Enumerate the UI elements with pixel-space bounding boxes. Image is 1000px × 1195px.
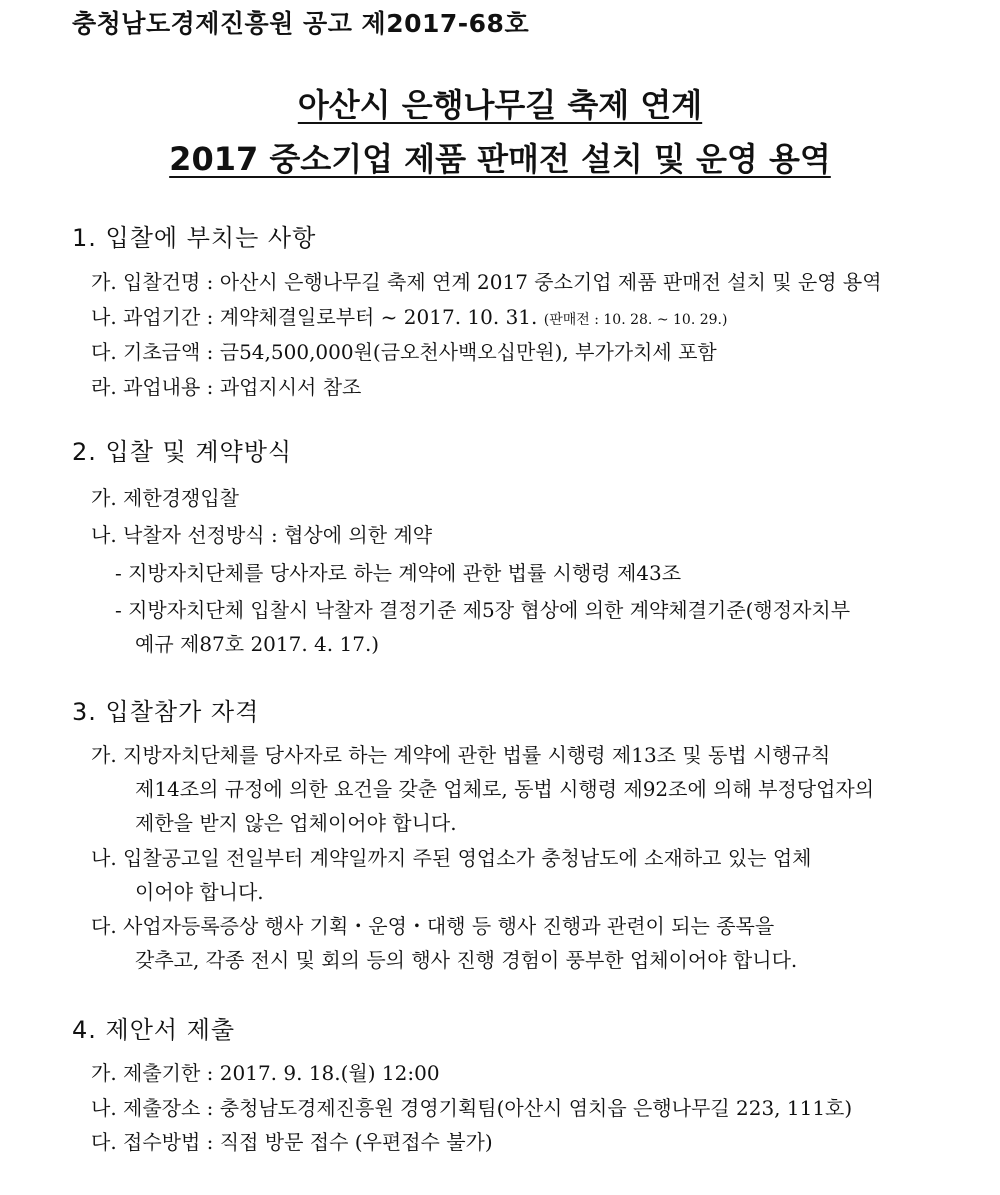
document-title-line2: 2017 중소기업 제품 판매전 설치 및 운영 용역 (169, 140, 831, 178)
section-1-item-1: 가. 입찰건명 : 아산시 은행나무길 축제 연계 2017 중소기업 제품 판매전 설치 및 운영 용역 (91, 270, 882, 294)
section-3-heading: 3. 입찰참가 자격 (72, 698, 260, 726)
section-3-item-2: 나. 입찰공고일 전일부터 계약일까지 주된 영업소가 충청남도에 소재하고 있는 업체 (91, 846, 812, 870)
sale-period-note: (판매전 : 10. 28. ~ 10. 29.) (543, 312, 728, 328)
section-3-item-1-cont-2: 제한을 받지 않은 업체이어야 합니다. (135, 811, 457, 835)
notice-number: 충청남도경제진흥원 공고 제2017-68호 (72, 9, 530, 38)
section-2-subitem-2-cont: 예규 제87호 2017. 4. 17.) (135, 632, 380, 656)
section-3-item-1: 가. 지방자치단체를 당사자로 하는 계약에 관한 법률 시행령 제13조 및 동법 시행규칙 (91, 743, 831, 767)
section-1-item-3: 다. 기초금액 : 금54,500,000원(금오천사백오십만원), 부가가치세 포함 (91, 340, 717, 364)
section-2-item-2: 나. 낙찰자 선정방식 : 협상에 의한 계약 (91, 523, 433, 547)
section-4-heading: 4. 제안서 제출 (72, 1016, 236, 1044)
section-1-item-2: 나. 과업기간 : 계약체결일로부터 ~ 2017. 10. 31. (판매전 : 10. 28. ~ 10. 29.) (91, 305, 728, 329)
section-4-item-2: 나. 제출장소 : 충청남도경제진흥원 경영기획팀(아산시 염치읍 은행나무길 223, 111호) (91, 1096, 853, 1120)
section-4-item-1: 가. 제출기한 : 2017. 9. 18.(월) 12:00 (91, 1061, 440, 1085)
section-2-item-1: 가. 제한경쟁입찰 (91, 486, 239, 510)
section-2-subitem-2: - 지방자치단체 입찰시 낙찰자 결정기준 제5장 협상에 의한 계약체결기준(행정자치부 (115, 598, 851, 622)
section-1-heading: 1. 입찰에 부치는 사항 (72, 224, 317, 252)
section-3-item-2-cont: 이어야 합니다. (135, 880, 264, 904)
section-3-item-3: 다. 사업자등록증상 행사 기획・운영・대행 등 행사 진행과 관련이 되는 종목을 (91, 914, 775, 938)
section-3-item-1-cont-1: 제14조의 규정에 의한 요건을 갖춘 업체로, 동법 시행령 제92조에 의해 부정당업자의 (135, 777, 875, 801)
section-2-heading: 2. 입찰 및 계약방식 (72, 438, 293, 466)
section-2-subitem-1: - 지방자치단체를 당사자로 하는 계약에 관한 법률 시행령 제43조 (115, 561, 682, 585)
section-1-item-4: 라. 과업내용 : 과업지시서 참조 (91, 375, 362, 399)
section-4-item-3: 다. 접수방법 : 직접 방문 접수 (우편접수 불가) (91, 1130, 493, 1154)
section-3-item-3-cont: 갖추고, 각종 전시 및 회의 등의 행사 진행 경험이 풍부한 업체이어야 합니다. (135, 948, 798, 972)
document-title-line1: 아산시 은행나무길 축제 연계 (297, 86, 703, 124)
